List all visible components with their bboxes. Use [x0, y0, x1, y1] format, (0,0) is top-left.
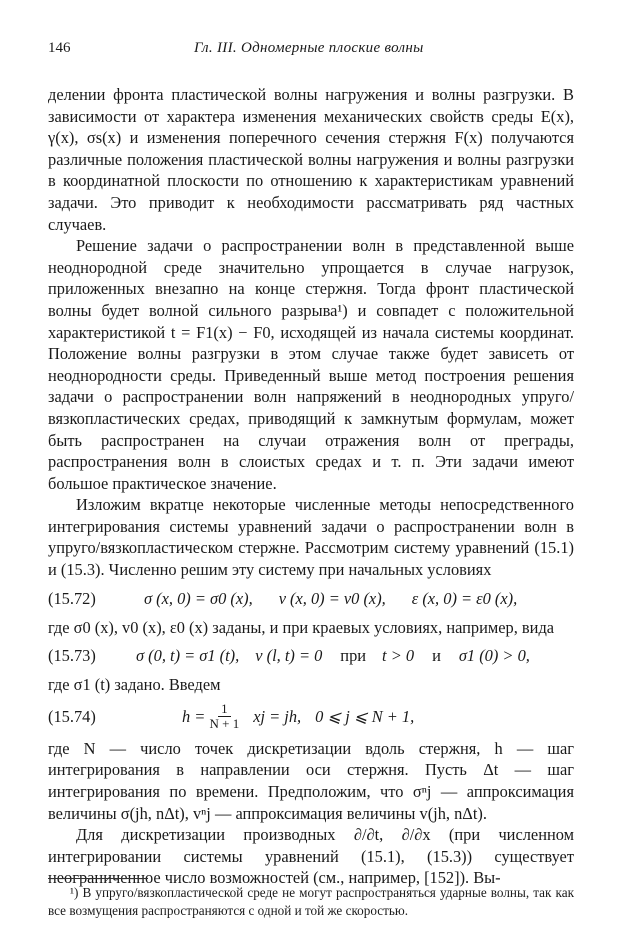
page-body: [48, 84, 574, 889]
equation-15-73: [48, 638, 574, 674]
equation-part: 0 ⩽ j ⩽ N + 1,: [315, 707, 415, 727]
text-after-eq-15-73: где σ1 (t) задано. Введем: [48, 675, 221, 695]
paragraph-3: Изложим вкратце некоторые численные методы непосредственного интегрирования системы уравнений задачи о распространении волн в упруго/вязкопластическом стержне. Рассмотрим систему уравнений (15.1) и (15.3). Численно решим эту систему при начальных условиях: [48, 495, 574, 580]
fraction-denominator: N + 1: [209, 716, 240, 732]
paragraph-last: Для дискретизации производных ∂/∂t, ∂/∂x (при численном интегрировании системы уравнений (15.1), (15.3)) существует неограниченное число возможностей (см., например, [152]). Вы-: [48, 825, 574, 888]
equation-15-74: [48, 696, 574, 738]
paragraph-2: Решение задачи о распространении волн в представленной выше неоднородной среде значительно упрощается в случае нагрузок, приложенных внезапно на конце стержня. Тогда фронт пластической волны будет волной сильного разрыва¹) и совпадет с положительной характеристикой t = F1(x) − F0, исходящей из начала системы координат. Положение волны разгрузки в этом случае также будет зависеть от неоднородности среды. Приведенный выше метод построения решения задачи о распространении волн напряжений в неоднородных упруго/вязкопластических средах, приводящий к замкнутым формулам, может быть распространен на случаи отражения волн от преграды, распространения волн в слоистых средах и т. п. Эти задачи имеют большое практическое значение.: [48, 236, 574, 493]
equation-part: ε (x, 0) = ε0 (x),: [411, 588, 518, 608]
footnote-divider: [48, 878, 148, 879]
equation-part: σ1 (0) > 0,: [458, 646, 530, 666]
page-header: [44, 30, 574, 56]
paragraph-1: делении фронта пластической волны нагружения и волны разгрузки. В зависимости от характера изменения механических свойств среды E(x), γ(x), σs(x) и изменения поперечного сечения стержня F(x) получаются различные положения пластической волны нагружения и волны разгрузки в координатной плоскости по отношению к характеристикам уравнений задачи. Это приводит к необходимости рассматривать ряд частных случаев.: [48, 85, 574, 234]
equation-part: t > 0: [382, 646, 415, 666]
fraction-numerator: 1: [218, 702, 231, 717]
paragraph-after-eq-15-74: где N — число точек дискретизации вдоль стержня, h — шаг интегрирования в направлении оси стержня. Пусть Δt — шаг интегрирования по времени. Предположим, что σⁿj — аппроксимация величины σ(jh, nΔt), vⁿj — аппроксимация величины v(jh, nΔt).: [48, 738, 574, 823]
fraction: [209, 702, 239, 731]
equation-part: xj = jh,: [253, 707, 302, 727]
equation-word: и: [432, 646, 441, 666]
equation-part: h =: [182, 707, 206, 727]
footnote-text: ¹) В упруго/вязкопластической среде не могут распространяться ударные волны, так как все возмущения распространяются с одной и той же скоростью.: [48, 885, 574, 918]
equation-15-72: [48, 581, 574, 617]
equation-part: σ (0, t) = σ1 (t),: [136, 646, 240, 666]
text-after-eq-15-72: где σ0 (x), v0 (x), ε0 (x) заданы, и при краевых условиях, например, вида: [48, 617, 555, 637]
equation-part: v (x, 0) = v0 (x),: [278, 588, 386, 608]
equation-word: при: [340, 646, 367, 666]
equation-part: v (l, t) = 0: [255, 646, 323, 666]
footnote: [48, 884, 574, 919]
equation-number: (15.72): [48, 588, 96, 608]
equation-number: (15.74): [48, 707, 96, 727]
page-number: 146: [48, 40, 71, 56]
book-page: [44, 30, 574, 56]
equation-part: σ (x, 0) = σ0 (x),: [144, 588, 253, 608]
equation-number: (15.73): [48, 646, 96, 666]
running-title: Гл. III. Одномерные плоские волны: [194, 40, 424, 56]
